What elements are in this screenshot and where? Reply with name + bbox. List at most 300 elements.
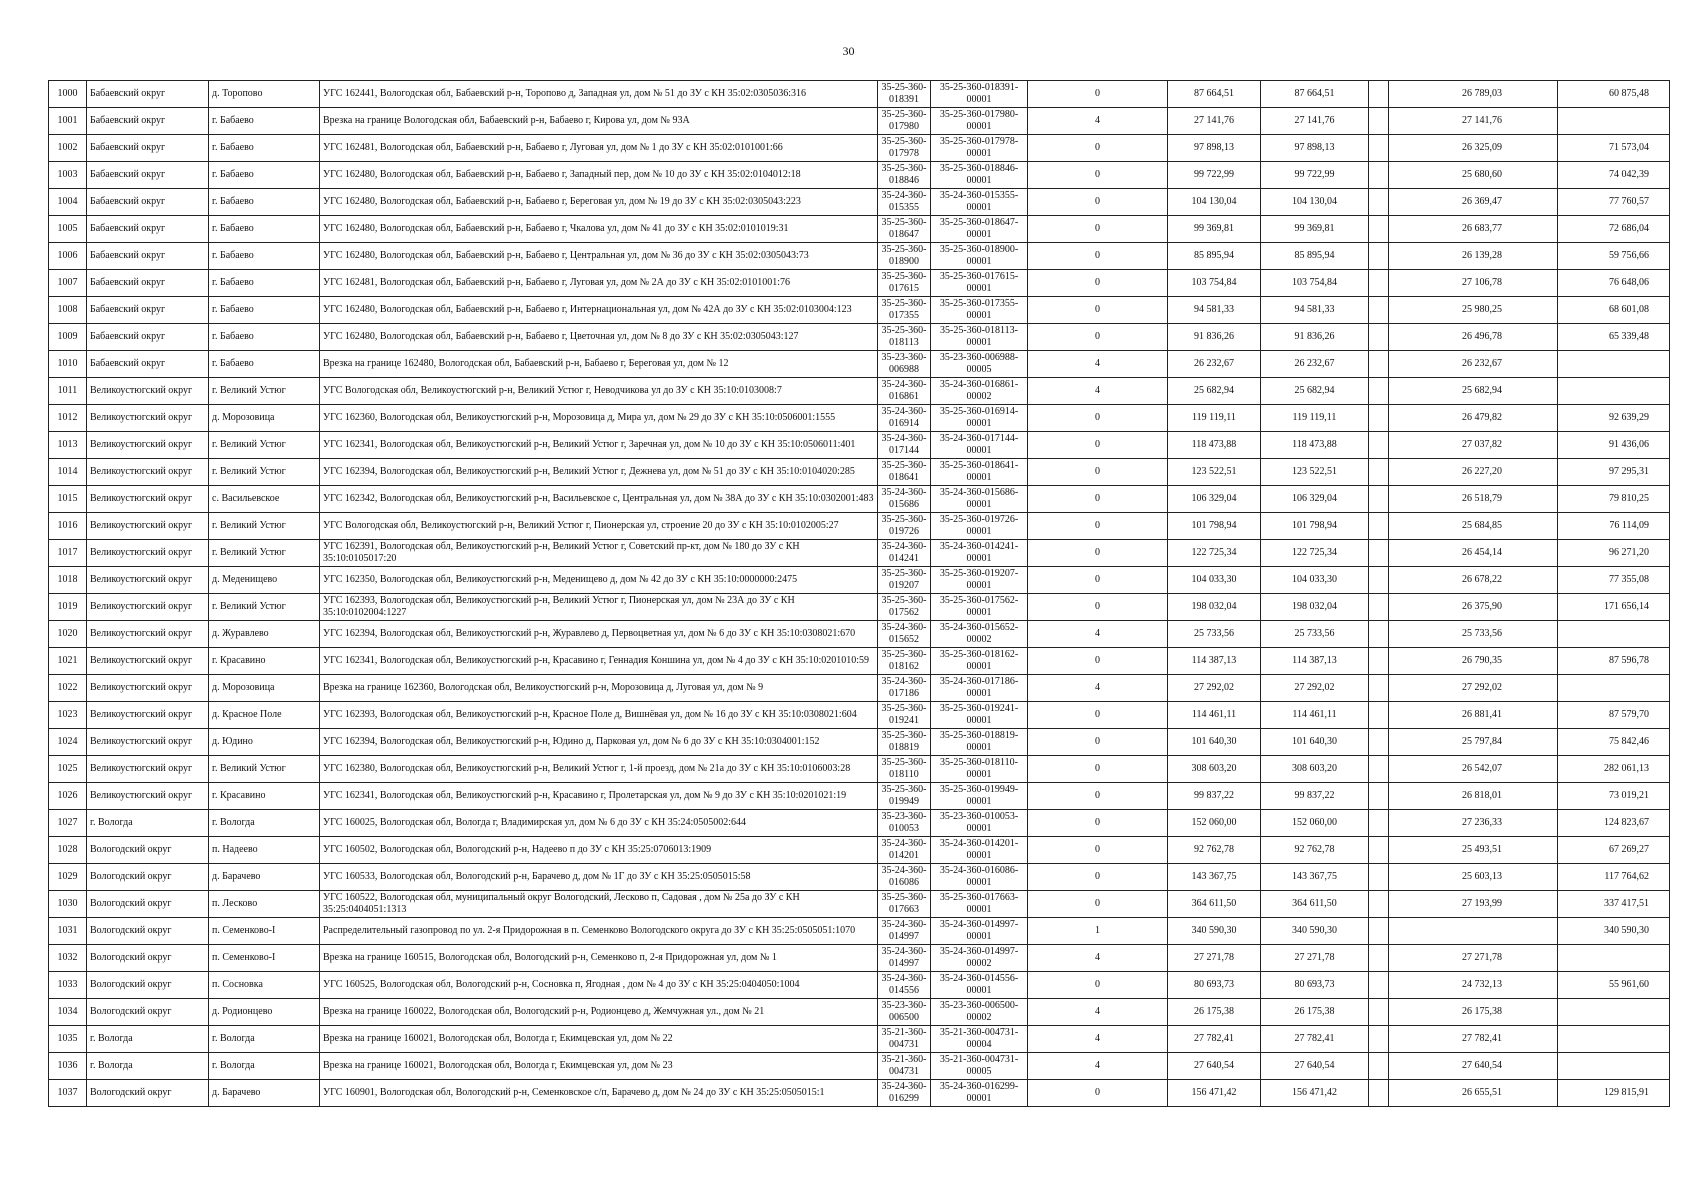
object-code: 35-25-360-017663 bbox=[878, 891, 931, 918]
settlement-name: д. Журавлево bbox=[209, 621, 320, 648]
settlement-name: г. Бабаево bbox=[209, 270, 320, 297]
row-number: 1025 bbox=[49, 756, 87, 783]
cost-remainder: 97 295,31 bbox=[1558, 459, 1670, 486]
cost-value: 99 722,99 bbox=[1261, 162, 1369, 189]
settlement-name: г. Великий Устюг bbox=[209, 432, 320, 459]
object-kn: 35-25-360-017980-00001 bbox=[931, 108, 1028, 135]
cost-part: 25 797,84 bbox=[1389, 729, 1558, 756]
object-description: УГС 162394, Вологодская обл, Великоустюгский р-н, Журавлево д, Первоцветная ул, дом № 6 до ЗУ с КН 35:10:0308021:670 bbox=[320, 621, 878, 648]
category: 0 bbox=[1028, 513, 1168, 540]
table-row bbox=[49, 216, 1670, 243]
cost-remainder: 76 648,06 bbox=[1558, 270, 1670, 297]
object-description: УГС 160522, Вологодская обл, муниципальный округ Вологодский, Лесково п, Садовая , дом № 25а до ЗУ с КН 35:25:0404051:1313 bbox=[320, 891, 878, 918]
object-kn: 35-23-360-006988-00005 bbox=[931, 351, 1028, 378]
cost-total: 25 733,56 bbox=[1168, 621, 1261, 648]
cost-part: 27 106,78 bbox=[1389, 270, 1558, 297]
category: 0 bbox=[1028, 459, 1168, 486]
cost-value: 198 032,04 bbox=[1261, 594, 1369, 621]
object-code: 35-24-360-016086 bbox=[878, 864, 931, 891]
cost-total: 364 611,50 bbox=[1168, 891, 1261, 918]
object-description: Врезка на границе 160515, Вологодская обл, Вологодский р-н, Семенково п, 2-я Придорожная ул, дом № 1 bbox=[320, 945, 878, 972]
district-name: Великоустюгский округ bbox=[87, 405, 209, 432]
blank-cell bbox=[1369, 81, 1389, 108]
settlement-name: д. Меденищево bbox=[209, 567, 320, 594]
object-kn: 35-25-360-018900-00001 bbox=[931, 243, 1028, 270]
row-number: 1008 bbox=[49, 297, 87, 324]
cost-value: 123 522,51 bbox=[1261, 459, 1369, 486]
settlement-name: п. Семенково-I bbox=[209, 918, 320, 945]
cost-part: 26 175,38 bbox=[1389, 999, 1558, 1026]
settlement-name: г. Бабаево bbox=[209, 189, 320, 216]
settlement-name: г. Великий Устюг bbox=[209, 540, 320, 567]
table-row bbox=[49, 675, 1670, 702]
cost-part: 26 542,07 bbox=[1389, 756, 1558, 783]
table-row bbox=[49, 1053, 1670, 1080]
object-kn: 35-24-360-014241-00001 bbox=[931, 540, 1028, 567]
cost-value: 85 895,94 bbox=[1261, 243, 1369, 270]
table-row bbox=[49, 351, 1670, 378]
district-name: г. Вологда bbox=[87, 1026, 209, 1053]
blank-cell bbox=[1369, 891, 1389, 918]
object-code: 35-24-360-014241 bbox=[878, 540, 931, 567]
table-row bbox=[49, 324, 1670, 351]
cost-remainder bbox=[1558, 999, 1670, 1026]
cost-remainder: 92 639,29 bbox=[1558, 405, 1670, 432]
table-row bbox=[49, 1080, 1670, 1107]
table-row bbox=[49, 864, 1670, 891]
category: 0 bbox=[1028, 567, 1168, 594]
table-row bbox=[49, 594, 1670, 621]
object-description: УГС 162360, Вологодская обл, Великоустюгский р-н, Морозовица д, Мира ул, дом № 29 до ЗУ с КН 35:10:0506001:1555 bbox=[320, 405, 878, 432]
category: 0 bbox=[1028, 837, 1168, 864]
cost-total: 101 798,94 bbox=[1168, 513, 1261, 540]
row-number: 1033 bbox=[49, 972, 87, 999]
object-kn: 35-25-360-017562-00001 bbox=[931, 594, 1028, 621]
cost-total: 114 387,13 bbox=[1168, 648, 1261, 675]
settlement-name: г. Великий Устюг bbox=[209, 378, 320, 405]
cost-remainder: 87 579,70 bbox=[1558, 702, 1670, 729]
object-description: УГС 162341, Вологодская обл, Великоустюгский р-н, Красавино г, Геннадия Коншина ул, дом № 4 до ЗУ с КН 35:10:0201010:59 bbox=[320, 648, 878, 675]
category: 4 bbox=[1028, 621, 1168, 648]
settlement-name: г. Вологда bbox=[209, 1053, 320, 1080]
cost-total: 27 141,76 bbox=[1168, 108, 1261, 135]
cost-value: 143 367,75 bbox=[1261, 864, 1369, 891]
category: 0 bbox=[1028, 486, 1168, 513]
blank-cell bbox=[1369, 1080, 1389, 1107]
cost-remainder bbox=[1558, 351, 1670, 378]
cost-part: 26 369,47 bbox=[1389, 189, 1558, 216]
table-row bbox=[49, 513, 1670, 540]
district-name: Бабаевский округ bbox=[87, 297, 209, 324]
cost-remainder: 67 269,27 bbox=[1558, 837, 1670, 864]
object-kn: 35-25-360-017355-00001 bbox=[931, 297, 1028, 324]
object-code: 35-25-360-019726 bbox=[878, 513, 931, 540]
row-number: 1019 bbox=[49, 594, 87, 621]
cost-part: 26 325,09 bbox=[1389, 135, 1558, 162]
row-number: 1011 bbox=[49, 378, 87, 405]
object-description: УГС 162393, Вологодская обл, Великоустюгский р-н, Красное Поле д, Вишнёвая ул, дом № 16 до ЗУ с КН 35:10:0308021:604 bbox=[320, 702, 878, 729]
cost-value: 91 836,26 bbox=[1261, 324, 1369, 351]
object-kn: 35-25-360-019949-00001 bbox=[931, 783, 1028, 810]
settlement-name: г. Бабаево bbox=[209, 297, 320, 324]
cost-value: 308 603,20 bbox=[1261, 756, 1369, 783]
object-code: 35-24-360-014997 bbox=[878, 945, 931, 972]
object-code: 35-24-360-014997 bbox=[878, 918, 931, 945]
cost-part: 26 227,20 bbox=[1389, 459, 1558, 486]
district-name: Бабаевский округ bbox=[87, 108, 209, 135]
object-description: УГС 162341, Вологодская обл, Великоустюгский р-н, Красавино г, Пролетарская ул, дом № 9 до ЗУ с КН 35:10:0201021:19 bbox=[320, 783, 878, 810]
object-kn: 35-21-360-004731-00004 bbox=[931, 1026, 1028, 1053]
cost-total: 101 640,30 bbox=[1168, 729, 1261, 756]
settlement-name: г. Красавино bbox=[209, 648, 320, 675]
cost-remainder bbox=[1558, 675, 1670, 702]
blank-cell bbox=[1369, 459, 1389, 486]
object-code: 35-23-360-006500 bbox=[878, 999, 931, 1026]
blank-cell bbox=[1369, 432, 1389, 459]
cost-part: 25 682,94 bbox=[1389, 378, 1558, 405]
blank-cell bbox=[1369, 135, 1389, 162]
row-number: 1029 bbox=[49, 864, 87, 891]
object-code: 35-24-360-016861 bbox=[878, 378, 931, 405]
blank-cell bbox=[1369, 729, 1389, 756]
cost-total: 91 836,26 bbox=[1168, 324, 1261, 351]
category: 0 bbox=[1028, 297, 1168, 324]
category: 4 bbox=[1028, 675, 1168, 702]
object-code: 35-25-360-018846 bbox=[878, 162, 931, 189]
object-code: 35-24-360-016299 bbox=[878, 1080, 931, 1107]
cost-value: 26 175,38 bbox=[1261, 999, 1369, 1026]
cost-part: 27 292,02 bbox=[1389, 675, 1558, 702]
blank-cell bbox=[1369, 594, 1389, 621]
cost-value: 103 754,84 bbox=[1261, 270, 1369, 297]
row-number: 1032 bbox=[49, 945, 87, 972]
cost-total: 103 754,84 bbox=[1168, 270, 1261, 297]
row-number: 1004 bbox=[49, 189, 87, 216]
object-code: 35-24-360-015686 bbox=[878, 486, 931, 513]
cost-part: 25 603,13 bbox=[1389, 864, 1558, 891]
district-name: Вологодский округ bbox=[87, 918, 209, 945]
cost-remainder: 65 339,48 bbox=[1558, 324, 1670, 351]
table-row bbox=[49, 135, 1670, 162]
cost-remainder: 77 760,57 bbox=[1558, 189, 1670, 216]
row-number: 1037 bbox=[49, 1080, 87, 1107]
settlement-name: п. Семенково-I bbox=[209, 945, 320, 972]
cost-value: 27 271,78 bbox=[1261, 945, 1369, 972]
object-code: 35-25-360-018162 bbox=[878, 648, 931, 675]
cost-remainder: 79 810,25 bbox=[1558, 486, 1670, 513]
cost-value: 101 640,30 bbox=[1261, 729, 1369, 756]
blank-cell bbox=[1369, 162, 1389, 189]
cost-total: 143 367,75 bbox=[1168, 864, 1261, 891]
district-name: Бабаевский округ bbox=[87, 243, 209, 270]
district-name: Великоустюгский округ bbox=[87, 486, 209, 513]
cost-value: 92 762,78 bbox=[1261, 837, 1369, 864]
category: 1 bbox=[1028, 918, 1168, 945]
object-code: 35-21-360-004731 bbox=[878, 1053, 931, 1080]
object-kn: 35-24-360-016086-00001 bbox=[931, 864, 1028, 891]
cost-total: 198 032,04 bbox=[1168, 594, 1261, 621]
row-number: 1026 bbox=[49, 783, 87, 810]
row-number: 1021 bbox=[49, 648, 87, 675]
settlement-name: г. Вологда bbox=[209, 1026, 320, 1053]
cost-value: 122 725,34 bbox=[1261, 540, 1369, 567]
object-description: УГС 162480, Вологодская обл, Бабаевский р-н, Бабаево г, Западный пер, дом № 10 до ЗУ с КН 35:02:0104012:18 bbox=[320, 162, 878, 189]
cost-part: 27 236,33 bbox=[1389, 810, 1558, 837]
category: 0 bbox=[1028, 891, 1168, 918]
settlement-name: г. Бабаево bbox=[209, 135, 320, 162]
cost-total: 340 590,30 bbox=[1168, 918, 1261, 945]
cost-total: 122 725,34 bbox=[1168, 540, 1261, 567]
row-number: 1027 bbox=[49, 810, 87, 837]
table-row bbox=[49, 540, 1670, 567]
cost-remainder: 76 114,09 bbox=[1558, 513, 1670, 540]
cost-value: 87 664,51 bbox=[1261, 81, 1369, 108]
district-name: Великоустюгский округ bbox=[87, 594, 209, 621]
cost-part: 27 037,82 bbox=[1389, 432, 1558, 459]
cost-remainder: 117 764,62 bbox=[1558, 864, 1670, 891]
object-description: УГС 162481, Вологодская обл, Бабаевский р-н, Бабаево г, Луговая ул, дом № 1 до ЗУ с КН 35:02:0101001:66 bbox=[320, 135, 878, 162]
object-description: УГС 162393, Вологодская обл, Великоустюгский р-н, Великий Устюг г, Пионерская ул, дом № 23А до ЗУ с КН 35:10:0102004:1227 bbox=[320, 594, 878, 621]
object-description: УГС 162480, Вологодская обл, Бабаевский р-н, Бабаево г, Интернациональная ул, дом № 42А до ЗУ с КН 35:02:0103004:123 bbox=[320, 297, 878, 324]
cost-total: 94 581,33 bbox=[1168, 297, 1261, 324]
table-row bbox=[49, 702, 1670, 729]
table-row bbox=[49, 243, 1670, 270]
district-name: Великоустюгский округ bbox=[87, 648, 209, 675]
object-code: 35-24-360-014556 bbox=[878, 972, 931, 999]
cost-total: 106 329,04 bbox=[1168, 486, 1261, 513]
object-kn: 35-25-360-017615-00001 bbox=[931, 270, 1028, 297]
object-code: 35-25-360-017980 bbox=[878, 108, 931, 135]
cost-part: 25 684,85 bbox=[1389, 513, 1558, 540]
settlement-name: д. Родионцево bbox=[209, 999, 320, 1026]
row-number: 1036 bbox=[49, 1053, 87, 1080]
blank-cell bbox=[1369, 864, 1389, 891]
object-kn: 35-25-360-018641-00001 bbox=[931, 459, 1028, 486]
object-code: 35-25-360-018113 bbox=[878, 324, 931, 351]
table-row bbox=[49, 81, 1670, 108]
object-description: УГС 160533, Вологодская обл, Вологодский р-н, Барачево д, дом № 1Г до ЗУ с КН 35:25:0505015:58 bbox=[320, 864, 878, 891]
category: 0 bbox=[1028, 729, 1168, 756]
blank-cell bbox=[1369, 783, 1389, 810]
district-name: Бабаевский округ bbox=[87, 216, 209, 243]
row-number: 1034 bbox=[49, 999, 87, 1026]
blank-cell bbox=[1369, 648, 1389, 675]
cost-remainder: 96 271,20 bbox=[1558, 540, 1670, 567]
blank-cell bbox=[1369, 810, 1389, 837]
cost-remainder: 91 436,06 bbox=[1558, 432, 1670, 459]
object-code: 35-25-360-018900 bbox=[878, 243, 931, 270]
object-code: 35-21-360-004731 bbox=[878, 1026, 931, 1053]
object-description: УГС 162394, Вологодская обл, Великоустюгский р-н, Юдино д, Парковая ул, дом № 6 до ЗУ с КН 35:10:0304001:152 bbox=[320, 729, 878, 756]
district-name: Великоустюгский округ bbox=[87, 567, 209, 594]
object-kn: 35-25-360-018647-00001 bbox=[931, 216, 1028, 243]
cost-part: 27 782,41 bbox=[1389, 1026, 1558, 1053]
row-number: 1024 bbox=[49, 729, 87, 756]
cost-remainder: 60 875,48 bbox=[1558, 81, 1670, 108]
object-code: 35-25-360-018110 bbox=[878, 756, 931, 783]
row-number: 1010 bbox=[49, 351, 87, 378]
blank-cell bbox=[1369, 351, 1389, 378]
object-kn: 35-24-360-016861-00002 bbox=[931, 378, 1028, 405]
page-number: 30 bbox=[842, 44, 855, 58]
blank-cell bbox=[1369, 378, 1389, 405]
settlement-name: п. Лесково bbox=[209, 891, 320, 918]
object-kn: 35-24-360-016299-00001 bbox=[931, 1080, 1028, 1107]
cost-total: 26 175,38 bbox=[1168, 999, 1261, 1026]
blank-cell bbox=[1369, 216, 1389, 243]
object-kn: 35-25-360-019726-00001 bbox=[931, 513, 1028, 540]
object-description: Врезка на границе 162480, Вологодская обл, Бабаевский р-н, Бабаево г, Береговая ул, дом № 12 bbox=[320, 351, 878, 378]
object-description: УГС 162480, Вологодская обл, Бабаевский р-н, Бабаево г, Центральная ул, дом № 36 до ЗУ с КН 35:02:0305043:73 bbox=[320, 243, 878, 270]
cost-part: 26 678,22 bbox=[1389, 567, 1558, 594]
category: 0 bbox=[1028, 135, 1168, 162]
cost-part: 26 881,41 bbox=[1389, 702, 1558, 729]
row-number: 1002 bbox=[49, 135, 87, 162]
cost-remainder bbox=[1558, 108, 1670, 135]
object-code: 35-25-360-019207 bbox=[878, 567, 931, 594]
object-kn: 35-24-360-014997-00001 bbox=[931, 918, 1028, 945]
cost-total: 27 782,41 bbox=[1168, 1026, 1261, 1053]
blank-cell bbox=[1369, 1053, 1389, 1080]
object-kn: 35-25-360-018162-00001 bbox=[931, 648, 1028, 675]
object-code: 35-25-360-018391 bbox=[878, 81, 931, 108]
cost-total: 156 471,42 bbox=[1168, 1080, 1261, 1107]
category: 4 bbox=[1028, 1053, 1168, 1080]
district-name: Вологодский округ bbox=[87, 864, 209, 891]
object-kn: 35-25-360-019241-00001 bbox=[931, 702, 1028, 729]
object-code: 35-23-360-010053 bbox=[878, 810, 931, 837]
district-name: Вологодский округ bbox=[87, 891, 209, 918]
cost-total: 104 033,30 bbox=[1168, 567, 1261, 594]
table-row bbox=[49, 378, 1670, 405]
cost-value: 27 292,02 bbox=[1261, 675, 1369, 702]
object-kn: 35-25-360-017663-00001 bbox=[931, 891, 1028, 918]
category: 0 bbox=[1028, 405, 1168, 432]
category: 0 bbox=[1028, 594, 1168, 621]
object-kn: 35-24-360-015355-00001 bbox=[931, 189, 1028, 216]
district-name: Бабаевский округ bbox=[87, 162, 209, 189]
settlement-name: д. Торопово bbox=[209, 81, 320, 108]
cost-total: 99 369,81 bbox=[1168, 216, 1261, 243]
blank-cell bbox=[1369, 756, 1389, 783]
category: 4 bbox=[1028, 1026, 1168, 1053]
table-row bbox=[49, 891, 1670, 918]
category: 0 bbox=[1028, 162, 1168, 189]
table-row bbox=[49, 999, 1670, 1026]
category: 0 bbox=[1028, 702, 1168, 729]
object-description: УГС 162350, Вологодская обл, Великоустюгский р-н, Меденищево д, дом № 42 до ЗУ с КН 35:10:0000000:2475 bbox=[320, 567, 878, 594]
row-number: 1020 bbox=[49, 621, 87, 648]
blank-cell bbox=[1369, 945, 1389, 972]
cost-remainder: 71 573,04 bbox=[1558, 135, 1670, 162]
settlement-name: г. Бабаево bbox=[209, 108, 320, 135]
object-description: Врезка на границе 160022, Вологодская обл, Вологодский р-н, Родионцево д, Жемчужная ул., дом № 21 bbox=[320, 999, 878, 1026]
cost-remainder: 74 042,39 bbox=[1558, 162, 1670, 189]
blank-cell bbox=[1369, 324, 1389, 351]
table-row bbox=[49, 1026, 1670, 1053]
settlement-name: д. Барачево bbox=[209, 864, 320, 891]
cost-value: 25 733,56 bbox=[1261, 621, 1369, 648]
cost-value: 106 329,04 bbox=[1261, 486, 1369, 513]
cost-part: 25 980,25 bbox=[1389, 297, 1558, 324]
district-name: Великоустюгский округ bbox=[87, 702, 209, 729]
cost-total: 119 119,11 bbox=[1168, 405, 1261, 432]
district-name: Вологодский округ bbox=[87, 1080, 209, 1107]
cost-value: 119 119,11 bbox=[1261, 405, 1369, 432]
settlement-name: д. Барачево bbox=[209, 1080, 320, 1107]
row-number: 1003 bbox=[49, 162, 87, 189]
district-name: Вологодский округ bbox=[87, 972, 209, 999]
cost-total: 97 898,13 bbox=[1168, 135, 1261, 162]
district-name: Великоустюгский округ bbox=[87, 513, 209, 540]
cost-remainder: 124 823,67 bbox=[1558, 810, 1670, 837]
cost-part: 27 271,78 bbox=[1389, 945, 1558, 972]
object-description: УГС 162480, Вологодская обл, Бабаевский р-н, Бабаево г, Цветочная ул, дом № 8 до ЗУ с КН 35:02:0305043:127 bbox=[320, 324, 878, 351]
category: 4 bbox=[1028, 999, 1168, 1026]
object-kn: 35-24-360-014201-00001 bbox=[931, 837, 1028, 864]
district-name: Великоустюгский округ bbox=[87, 621, 209, 648]
district-name: Бабаевский округ bbox=[87, 324, 209, 351]
district-name: Бабаевский округ bbox=[87, 189, 209, 216]
row-number: 1007 bbox=[49, 270, 87, 297]
object-code: 35-25-360-018647 bbox=[878, 216, 931, 243]
object-kn: 35-24-360-015686-00001 bbox=[931, 486, 1028, 513]
cost-total: 99 722,99 bbox=[1168, 162, 1261, 189]
blank-cell bbox=[1369, 567, 1389, 594]
table-row bbox=[49, 972, 1670, 999]
cost-part: 26 790,35 bbox=[1389, 648, 1558, 675]
cost-remainder: 73 019,21 bbox=[1558, 783, 1670, 810]
object-kn: 35-21-360-004731-00005 bbox=[931, 1053, 1028, 1080]
cost-part: 26 496,78 bbox=[1389, 324, 1558, 351]
settlement-name: д. Юдино bbox=[209, 729, 320, 756]
blank-cell bbox=[1369, 513, 1389, 540]
object-code: 35-25-360-017615 bbox=[878, 270, 931, 297]
table-body bbox=[49, 81, 1670, 1107]
cost-total: 114 461,11 bbox=[1168, 702, 1261, 729]
settlement-name: д. Морозовица bbox=[209, 675, 320, 702]
cost-value: 104 033,30 bbox=[1261, 567, 1369, 594]
cost-total: 123 522,51 bbox=[1168, 459, 1261, 486]
object-kn: 35-25-360-018819-00001 bbox=[931, 729, 1028, 756]
object-code: 35-24-360-017186 bbox=[878, 675, 931, 702]
category: 4 bbox=[1028, 351, 1168, 378]
settlement-name: г. Бабаево bbox=[209, 324, 320, 351]
table-row bbox=[49, 783, 1670, 810]
cost-part: 26 655,51 bbox=[1389, 1080, 1558, 1107]
object-description: УГС 160901, Вологодская обл, Вологодский р-н, Семенковское с/п, Барачево д, дом № 24 до ЗУ с КН 35:25:0505015:1 bbox=[320, 1080, 878, 1107]
table-row bbox=[49, 108, 1670, 135]
gas-connections-table bbox=[48, 80, 1670, 1107]
cost-total: 27 292,02 bbox=[1168, 675, 1261, 702]
district-name: Великоустюгский округ bbox=[87, 378, 209, 405]
object-code: 35-25-360-019241 bbox=[878, 702, 931, 729]
row-number: 1005 bbox=[49, 216, 87, 243]
cost-part: 26 232,67 bbox=[1389, 351, 1558, 378]
table-row bbox=[49, 189, 1670, 216]
table-row bbox=[49, 432, 1670, 459]
district-name: Великоустюгский округ bbox=[87, 783, 209, 810]
object-code: 35-25-360-018819 bbox=[878, 729, 931, 756]
cost-remainder bbox=[1558, 945, 1670, 972]
category: 4 bbox=[1028, 945, 1168, 972]
cost-part: 26 683,77 bbox=[1389, 216, 1558, 243]
object-kn: 35-25-360-018846-00001 bbox=[931, 162, 1028, 189]
table-row bbox=[49, 648, 1670, 675]
district-name: г. Вологда bbox=[87, 810, 209, 837]
object-code: 35-23-360-006988 bbox=[878, 351, 931, 378]
category: 0 bbox=[1028, 81, 1168, 108]
